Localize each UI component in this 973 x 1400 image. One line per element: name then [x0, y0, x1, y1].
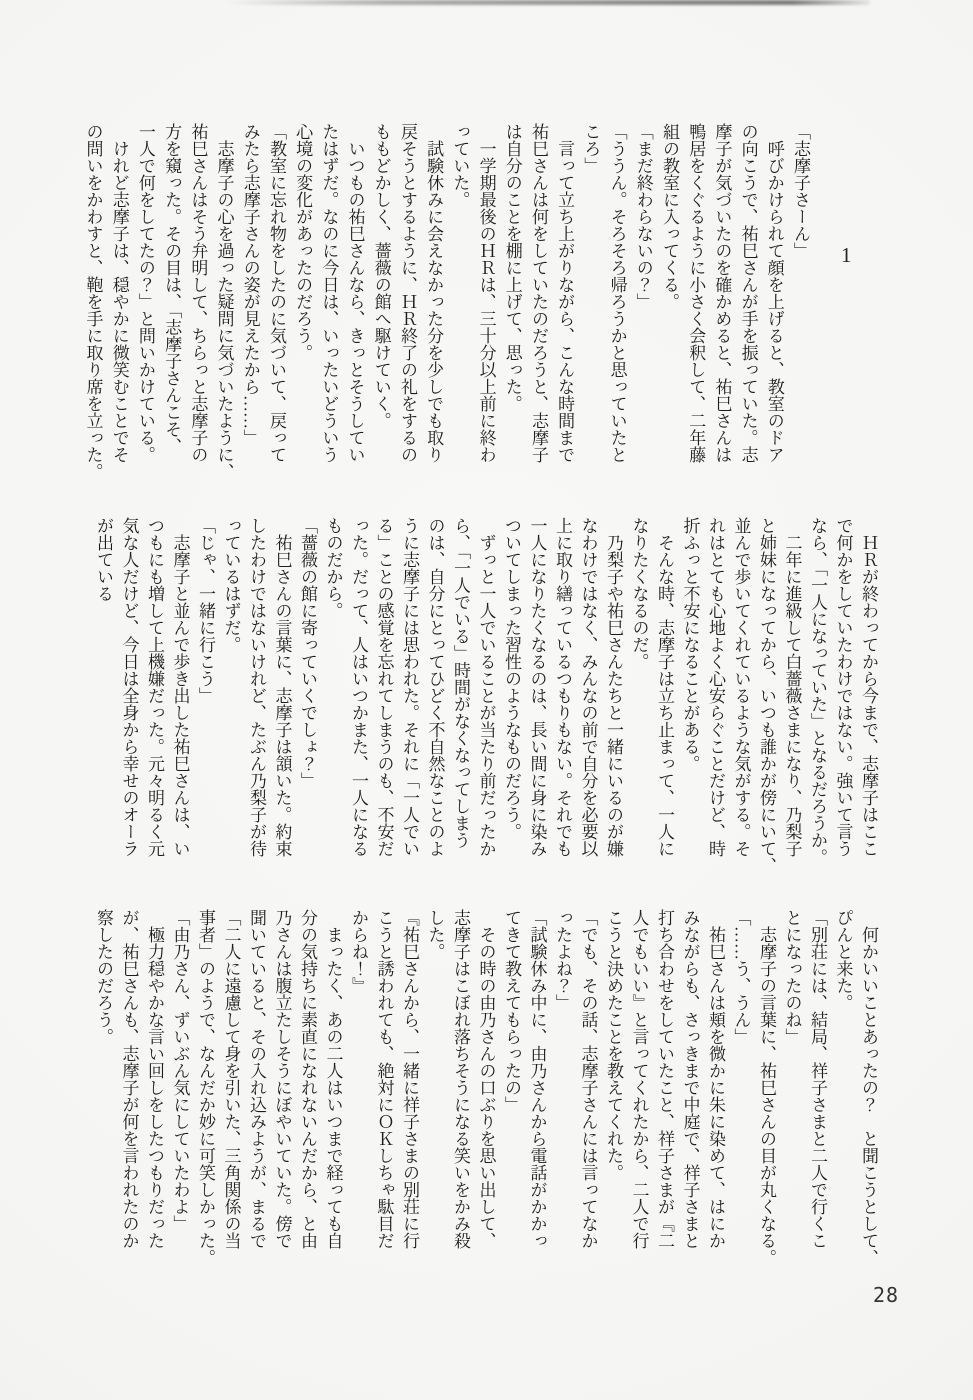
text-column: 試験休みに会えなかった分を少しでも取り [424, 123, 444, 463]
text-column: 二年に進級して白薔薇さまになり、乃梨子 [782, 517, 802, 857]
text-column: うに志摩子には思われた。それに「一人でい [400, 517, 419, 857]
text-column: 『祐巳さんから、一緒に祥子さまの別荘に行 [400, 909, 419, 1249]
text-column: は自分のことを棚に上げて、思った。 [502, 123, 522, 412]
text-column: からね！』 [349, 909, 368, 994]
text-column: 一学期最後のＨＲは、三十分以上前に終わ [476, 123, 496, 463]
text-column: 極力穏やかな言い回しをしたつもりだった [145, 909, 164, 1249]
text-column: みながらも、さっきまで中庭で、祥子さまと [680, 909, 700, 1249]
text-column: 組の教室に入ってくる。 [659, 123, 679, 310]
section-number: 1 [841, 243, 852, 267]
text-column: が、祐巳さんも、志摩子が何を言われたのか [119, 909, 139, 1249]
text-column: 打ち合わせをしていたこと、祥子さまが『二 [655, 909, 674, 1249]
text-column: が出ている [94, 517, 113, 602]
text-column: 心境の変化があったのだろう。 [293, 123, 313, 361]
text-column: 「別荘には、結局、祥子さまと二人で行くこ [808, 909, 827, 1249]
text-column: 「試験休み中に、由乃さんから電話がかかっ [527, 909, 547, 1249]
text-column: ずっと一人でいることが当たり前だったか [476, 517, 496, 857]
text-column: 鴨居をくぐるように小さく会釈して、二年藤 [686, 123, 706, 463]
text-band-top [79, 123, 813, 515]
text-column: いつもの祐巳さんなら、きっとそうしてい [345, 123, 365, 463]
text-column: 乃梨子や祐巳さんたちと一緒にいるのが嫌 [604, 517, 623, 857]
text-column: 「由乃さん、ずいぶん気にしていたわよ」 [170, 909, 190, 1232]
text-column: したわけではないけれど、たぶん乃梨子が待 [247, 517, 266, 857]
text-column: 「ううん。そろそろ帰ろうかと思っていたと [607, 123, 627, 463]
text-column: てきて教えてもらったの」 [502, 909, 521, 1113]
text-column: 分の気持ちに素直になれないんだから、と由 [298, 909, 317, 1249]
text-column: 方を窺った。その目は、「志摩子さんこそ、 [162, 123, 182, 455]
text-column: こうと決めたことを教えてくれた。 [604, 909, 623, 1181]
text-column: ら、「一人でいる」時間がなくなってしまう [451, 517, 470, 849]
text-column: 志摩子と並んで歩き出した祐巳さんは、い [170, 517, 190, 857]
text-column: の問いをかわすと、鞄を手に取り席を立った。 [83, 123, 103, 480]
text-column: ももどかしく、薔薇の館へ駆けていく。 [371, 123, 391, 429]
text-column: ＨＲが終わってから今まで、志摩子はここ [859, 517, 878, 857]
text-column: 「教室に忘れ物をしたのに気づいて、戻って [266, 123, 286, 463]
text-column: 「でも、その話、志摩子さんには言ってなか [578, 909, 598, 1249]
page-number: 28 [873, 1283, 900, 1307]
text-column: 戻そうとするように、ＨＲ終了の礼をするの [397, 123, 417, 463]
text-column: 志摩子の心を過った疑問に気づいたように、 [214, 123, 234, 480]
text-column: 祐巳さんは何をしていたのだろうと、志摩子 [528, 123, 548, 463]
text-column: その時の由乃さんの口ぶりを思い出して、 [476, 909, 496, 1249]
text-column: 察したのだろう。 [94, 909, 113, 1045]
text-column: っているはずだ。 [221, 517, 241, 653]
text-column: 志摩子の言葉に、祐巳さんの目が丸くなる。 [757, 909, 776, 1266]
text-column: した。 [425, 909, 445, 960]
text-column: こうと誘われても、絶対にＯＫしちゃ駄目だ [374, 909, 394, 1249]
text-column: の向こうで、祐巳さんが手を振っていた。志 [738, 123, 758, 463]
text-column: 祐巳さんは頬を微かに朱に染めて、はにか [706, 909, 725, 1249]
text-column: 「じゃ、一緒に行こう」 [196, 517, 215, 704]
text-column: 祐巳さんはそう弁明して、ちらっと志摩子の [188, 123, 208, 463]
text-column: 事者」のようで、なんだか妙に可笑しかった。 [196, 909, 215, 1266]
text-column: ころ」 [581, 123, 601, 174]
text-column: とになったのね」 [782, 909, 802, 1045]
text-column: 志摩子はこぼれ落ちそうになる笑いをかみ殺 [451, 909, 470, 1249]
text-column: っていた。 [450, 123, 470, 208]
text-column: 呼びかけられて顔を上げると、教室のドア [764, 123, 784, 463]
text-column: ものだから。 [323, 517, 343, 619]
text-column: 何かいいことあったの？ と聞こうとして、 [859, 909, 878, 1266]
scan-artifact-top-edge [225, 0, 870, 5]
text-column: 並んで歩いてくれているような気がする。そ [731, 517, 751, 857]
text-column: と姉妹になってから、いつも誰かが傍にいて、 [757, 517, 776, 874]
text-column: みたら志摩子さんの姿が見えたから……」 [240, 123, 260, 446]
text-column: 摩子が気づいたのを確かめると、祐巳さんは [712, 123, 732, 463]
text-column: 「志摩子さーん」 [791, 123, 810, 259]
text-column: なら、「一人になっていた」となるだろうか。 [808, 517, 827, 866]
text-band-middle [91, 517, 882, 909]
text-column: そんな時、志摩子は立ち止まって、一人に [655, 517, 674, 857]
text-column: 乃さんは腹立たしそうにぼやいていた。傍で [272, 909, 292, 1249]
text-column: 言って立ち上がりながら、こんな時間まで [555, 123, 575, 463]
text-column: 聞いていると、その入れ込みようが、まるで [247, 909, 266, 1249]
text-column: 気な人だけど、今日は全身から幸せのオーラ [119, 517, 139, 857]
text-column: なわけではなく、みんなの前で自分を必要以 [578, 517, 598, 857]
text-column: 一人で何をしてたの？」と問いかけている。 [135, 123, 155, 463]
text-column: 「……う、うん」 [731, 909, 751, 1045]
text-column: 祐巳さんの言葉に、志摩子は頷いた。約束 [272, 517, 292, 857]
text-column: のは、自分にとってひどく不自然なことのよ [425, 517, 445, 857]
text-column: 一人になりたくなるのは、長い間に身に染み [527, 517, 547, 857]
text-column: で何かをしていたわけではない。強いて言う [833, 517, 853, 857]
text-column: った。だって、人はいつかまた、一人になる [349, 517, 368, 857]
text-column: なりたくなるのだ。 [629, 517, 649, 670]
text-column: まったく、あの二人はいつまで経っても自 [323, 909, 343, 1249]
text-column: る」ことの感覚を忘れてしまうのも、不安だ [374, 517, 394, 857]
text-band-bottom [91, 909, 882, 1301]
text-column: 「まだ終わらないの？」 [633, 123, 653, 310]
text-column: けれど志摩子は、穏やかに微笑むことでそ [109, 123, 129, 463]
text-column: つもにも増して上機嫌だった。元々明るく元 [145, 517, 164, 857]
text-column: ついてしまった習性のようなものだろう。 [502, 517, 521, 840]
text-column: 人でもいい』と言ってくれたから、二人で行 [629, 909, 649, 1249]
text-column: 「薔薇の館に寄っていくでしょ？」 [298, 517, 317, 789]
text-column: 折ふっと不安になることがある。 [680, 517, 700, 772]
text-column: たはずだ。なのに今日は、いったいどういう [319, 123, 339, 463]
text-column: ぴんと来た。 [833, 909, 853, 1011]
text-column: れはとても心地よく心安らぐことだけど、時 [706, 517, 725, 857]
text-column: ったよね？」 [553, 909, 572, 1011]
text-column: 「二人に遠慮して身を引いた、三角関係の当 [221, 909, 241, 1249]
text-column: 上に取り繕っているつもりもない。それでも [553, 517, 572, 857]
